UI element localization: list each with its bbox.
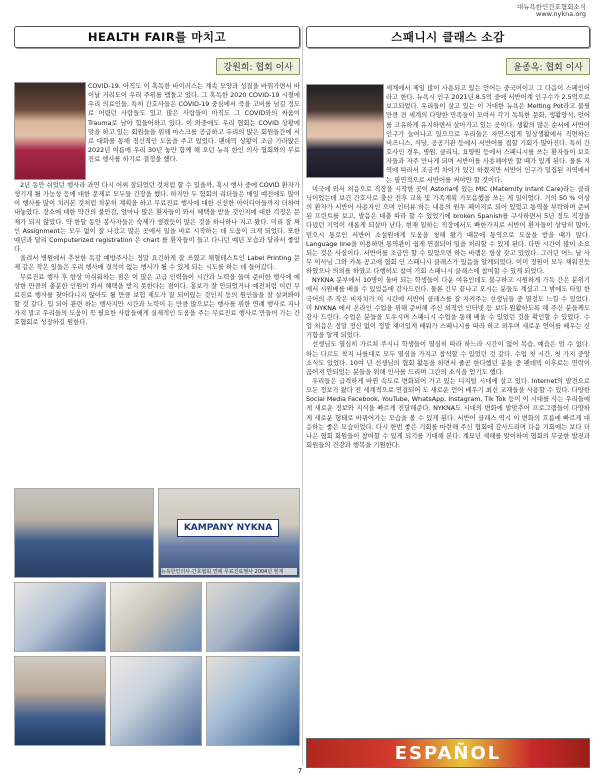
right-paragraph-5: 우리들은 급격하게 바뀐 속도로 변화되어 가고 있는 디지털 시대에 살고 있다. Internet의 발전으로 모든 정보가 왔다 전 세계적으로 연결되어 도 새로운 언어 배우기 최신 교재들을 사용할 수 있다. 다양한 Social Media Facebook, YouTube, WhatsApp, Instagram, Tik Tok 등이 이 시대를 사는 우리들에게 새로운 정보와 지식을 빠르게 전달해준다. NYKNA도 시대의 변화에 발맞추어 프로그램들이 다양하게 새로운 형태로 바뀌어가는 모습을 볼 수 있게 된다. 서반어 클래스 역시 이 변화의 흐름에 빠르게 대응하는 좋은 모습이었다. 다시 한번 좋은 기회를 마련해 주신 협회에 감사드리며 다음 기회에는 보다 더 나은 협회 회원들이 참여할 수 있게 되기를 기대해 본다. 계묘년 새해를 맞이하여 협회의 무궁한 발전과 회원들의 건강과 행복을 기원한다. <box>306 378 590 450</box>
right-paragraph-4: 선생님도 열심히 가르쳐 주시니 학생들이 열심히 따라 하느라 시간이 없어 복습, 예습은 엄 수 없다. 하는 다르도 착지 나를대로 모두 열심을 가지고 참석할 수 있었던 것 같다. 수업 첫 시간, 첫 가지 중앙 소식도 있었다. 10여 년 선생님의 협회 활동을 하면서 줄곧 한다했던 분들 중 팬데믹 이후로는 연락이 끊어져 안되었는 분들을 위해 인사를 드리며 그간의 소식을 얻기도 했다. <box>306 341 590 376</box>
right-article-title: 스패니시 클래스 소감 <box>306 26 590 48</box>
left-body-cont <box>14 181 300 506</box>
page-number: 7 <box>297 767 303 775</box>
group-photo-1 <box>14 488 154 578</box>
left-article-title: HEALTH FAIR를 마치고 <box>14 26 300 48</box>
clinic-photo-4 <box>110 656 202 746</box>
left-author-badge: 강원희: 협회 이사 <box>216 58 300 75</box>
group-photo-banner <box>158 488 300 578</box>
right-paragraph-1: 세계에서 제일 많이 사용되고 있는 언어는 중국어이고 그 다음이 스페인어라고 한다. 뉴욕시 인구 2021년 8.5억 중에 서반어계 인구수가 2.5억으로 보고되었다. 우리들이 살고 있는 이 거대한 뉴욕은 Melting Pot라고 불릴 만큼 전 세계의 다양한 민족들이 모여서 각기 독특한 문화, 생활양식, 언어를 고유하게 유지하면서 살아가고 있는 곳이다. 생활의 많은 순서에 서반어 인구가 늘어나고 있으므로 우리들은 자연스럽게 일상생활에서 직면하는 비즈니스, 식당, 공공기관 등에서 서반어를 접할 기회가 많아진다. 특히 간호사인 경우, 병원, 클리닉, 요양원 등에서 스패니시를 쓰는 환자들이 보호자들과 자주 만나게 되며 서반어를 사용해야만 할 때가 있게 된다. 물론 지역에 따라서 조금씩 차이가 있긴 하겠지만 서반어 인구가 밀집된 지역에서는 필연적으로 서반어를 써야만 할 것이다. <box>386 85 590 184</box>
clinic-photo-5 <box>206 656 300 746</box>
right-article <box>306 26 590 771</box>
org-header <box>517 4 586 18</box>
group-photo-2 <box>14 656 106 746</box>
clinic-photo-2 <box>110 582 202 652</box>
right-author-badge: 윤종옥: 협회 이사 <box>506 58 590 75</box>
right-paragraph-2: 미국에 와서 처음으로 직장을 시작한 곳이 Astoria에 있는 MIC (Maternity Infant Care)라는 클리닉이었는데 보건 간호사로 출산 전후 교육 및 가족계획 가모음했을 쓰는 게 일이었다. 거의 50 % 이상의 환자가 서반어 사용자인 으며 인터뷰 하는 내용의 원투 페이지로 되어 있었고 통역을 부탁하며 준비된 프린트를 보고, 발음은 대충 따라 할 수 있었기에 broken Spanish를 구사하면서 5년 정도 직장을 다녔던 기억이 새롭게 되살아 난다. 현재 일하는 직장에서도 빠한가지로 서반어 환자들이 상당히 많아, 믿으시 통로인 서반어 소설원에게 도움을 청해 왔기 때문에 통역으로 도움을 받을 때가 많다. Language line을 이용하면 통역관이 쉽게 연결되어 일을 처리할 수 있게 된다. 다만 시간이 많이 소요되는 것은 사실이다. 서반어를 조금만 할 수 있었으면 하는 바램은 항상 갖고 있었다. 그러던 어느 날 사무 이사님 그와 카톡 공고에 협회 인 스패니시 클래스가 있음을 알게되었다. 이미 정원이 모두 채워진듯하였으나 의외를 하였고 다행히도 참여 기회 스패니시 클래스에 참여할 수 있게 되었다. <box>306 185 590 276</box>
right-body <box>306 84 590 734</box>
left-paragraph-4: 무료진료 행사 후 항상 아쉬워하는 점은 이 많은 고급 인력들이 시간과 노력을 들여 준비한 행사에 예상한 만큼의 충분한 인원이 와서 혜택을 받지 못한다는 점이다. 홍보가 잘 안되었거나 예전처럼 이런 무료진료 행사를 찾아다니지 않아도 될 만큼 보험 제도가 잘 되어있는 것인지 등의 원인들을 잘 살펴봐야 할 것 같다. 입 되어 관련 하는 행사지만 시간과 노력이 든 만큼 많으로는 행사를 위한 연례 행사로 지나가지 말고 우리들의 도움이 꼭 필요한 사람들에게 실제적인 도움을 주는 무료진료 행사로 만들어 가는 간호협회로 성장하길 원한다. <box>14 273 300 327</box>
kampany-banner: KAMPANY NYKNA <box>177 519 279 537</box>
espanol-banner: ESPAÑOL <box>306 738 590 768</box>
left-paragraph-2: 2년 동안 쉬었던 행사라 과연 다시 어찌 잘되었던 것처럼 할 수 있을까, 혹시 행사 중에 COVID 환자가 생기게 될 가능성 등에 대한 문제로 모두들 긴장을 했다. 하지만 두 협회의 리더들은 매일 예전에도 많이 이 행사를 많이 치러본 것처럼 차분히 계획을 하고 무료진료 행사에 대한 신선한 아이디어들까지 더하여 내놓았다. 장소에 대한 약간의 불안감, 얼마나 많은 환자들이 와서 혜택을 받을 것인지에 대한 걱정은 문제가 되지 않았다. 약 한달 동안 봉사자들은 숙제가 생겼듯이 많은 것을 하나하나 지고 왔다. 미리 잘 짜인 Assignment는 모두 없이 잘 나갔고 많은 곳에서 일을 바로 시작하는 데 도움이 크게 되었다. 또한 예년과 달리 Computerized registration 은 chart 를 환자들이 들고 다니던 예년 모습과 달라서 좋았다. <box>14 182 300 254</box>
org-url: www.nykna.org <box>536 10 586 18</box>
left-article <box>14 26 300 771</box>
left-paragraph-1: COVID-19. 아직도 이 혹독한 바이러스는 계속 모양과 성질을 바꿔가면서 바이날 거리도이 우리 주위를 맴돌고 있다. 그 혹독한 2020 COVID-19 시절에 우리 의료인들, 특히 간호사들은 COVID-19 중심에서 죽을 고비를 넘길 정도로 어렸던 사람들도 있고 많은 사람들이 아직도 그 COVID와의 싸움이 Trauma로 남아 힘들어하고 있다. 이 와중에도 우리 협회는 COVID 상황에 맞을 하고 있는 회원들을 위해 마스크를 공급하고 우리의 많은 회원들간에 서로 대화를 통해 정신적인 도움을 주고 있었다. 팬데믹 상황이 조금 가라앉은 2022년 여름에 우리 30년 놓만 함께 해 오던 뉴욕 한인 의사 협회와의 무료진료 행사를 하기로 결정을 했다. <box>88 83 300 164</box>
left-paragraph-3: 울려서 병원에서 추천한 독감 예방주사는 정말 요긴하게 잘 쓰였고 채혈테스트인 Label Printing 문제 같은 작은 일들은 우리 행사에 결석이 없는 행사가 될 수 있게 되는 시도를 하는 데 들어갔다. <box>14 255 300 272</box>
column-divider <box>302 26 303 766</box>
org-name: 대뉴욕한인간호협회소식 <box>516 3 586 11</box>
photo-caption: 뉴욕한인의사-간호협회 연례 무료진료행사 2004년 현재 <box>161 568 297 575</box>
clinic-photo-1 <box>14 582 106 652</box>
left-body <box>14 82 300 164</box>
clinic-photo-3 <box>206 582 300 652</box>
right-paragraph-3: NYKNA 분부에서 10명이 둘버 되는 학생들이 다운 여유인데도 불구하고 시원하게 가득 간은 분위기에서 시원배를 배울 수 있었음에 감사드린다. 물론 긴무 끝나고 오시는 분들도 계셨고 그 밖에도 타일 한국어의 주 작은 비자치가 이 시간에 서반어 클래스를 잘 지켜주는 선생님들 중 열정도 느낄 수 있었다. 미 NYKNA 에서 온라인 수업을 위해 준비해 주신 외적인 인터넷 등 보다 원활하도록 해 주신 분들께도 감사 드린다. 수업은 분들을 도우시며 스패니시 수업을 통해 배울 수 있었던 것을 확인할 수 있었다. 수업 처음은 정말 정신 없이 정말 재미있게 배워가 스패니시를 따라 하고 외우며 새로운 언어를 배우는 신기함을 알게 되었다. <box>306 277 590 340</box>
left-photo-collage <box>14 488 300 771</box>
